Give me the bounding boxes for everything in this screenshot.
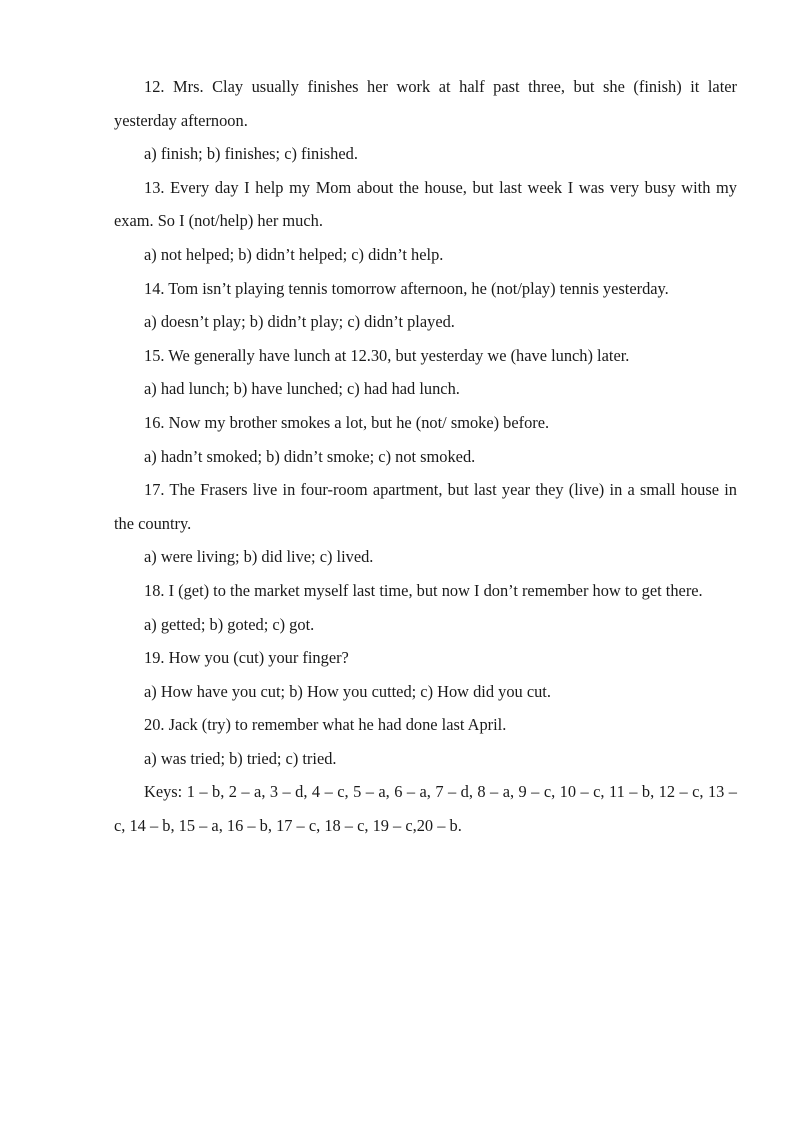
question-16: 16. Now my brother smokes a lot, but he (not/ smoke) before.	[144, 412, 550, 432]
options-12: a) finish; b) finishes; c) finished.	[144, 144, 358, 164]
document-page	[114, 70, 737, 843]
options-14: a) doesn’t play; b) didn’t play; c) didn’t played.	[144, 312, 455, 332]
question-19: 19. How you (cut) your finger?	[144, 648, 349, 668]
options-19: a) How have you cut; b) How you cutted; c) How did you cut.	[144, 681, 551, 701]
question-13: 13. Every day I help my Mom about the house, but last week I was very busy with my exam. So I (not/help) her much.	[114, 177, 737, 231]
question-20: 20. Jack (try) to remember what he had done last April.	[144, 715, 507, 735]
options-20: a) was tried; b) tried; c) tried.	[144, 748, 337, 768]
options-13: a) not helped; b) didn’t helped; c) didn’t help.	[144, 244, 444, 264]
options-15: a) had lunch; b) have lunched; c) had had lunch.	[144, 379, 460, 399]
options-16: a) hadn’t smoked; b) didn’t smoke; c) not smoked.	[144, 446, 476, 466]
answer-keys: Keys: 1 – b, 2 – a, 3 – d, 4 – c, 5 – a, 6 – a, 7 – d, 8 – a, 9 – c, 10 – c, 11 – b, 12 – c, 13 – c, 14 – b, 15 – a, 16 – b, 17 – c, 18 – c, 19 – c,20 – b.	[114, 782, 737, 836]
question-12: 12. Mrs. Clay usually finishes her work at half past three, but she (finish) it later yesterday afternoon.	[114, 77, 737, 130]
question-18: 18. I (get) to the market myself last time, but now I don’t remember how to get there.	[144, 580, 703, 600]
question-17: 17. The Frasers live in four-room apartment, but last year they (live) in a small house in the country.	[114, 480, 737, 533]
options-17: a) were living; b) did live; c) lived.	[144, 547, 374, 567]
question-15: 15. We generally have lunch at 12.30, but yesterday we (have lunch) later.	[144, 345, 630, 365]
question-14: 14. Tom isn’t playing tennis tomorrow afternoon, he (not/play) tennis yesterday.	[144, 278, 669, 298]
options-18: a) getted; b) goted; c) got.	[144, 614, 315, 634]
